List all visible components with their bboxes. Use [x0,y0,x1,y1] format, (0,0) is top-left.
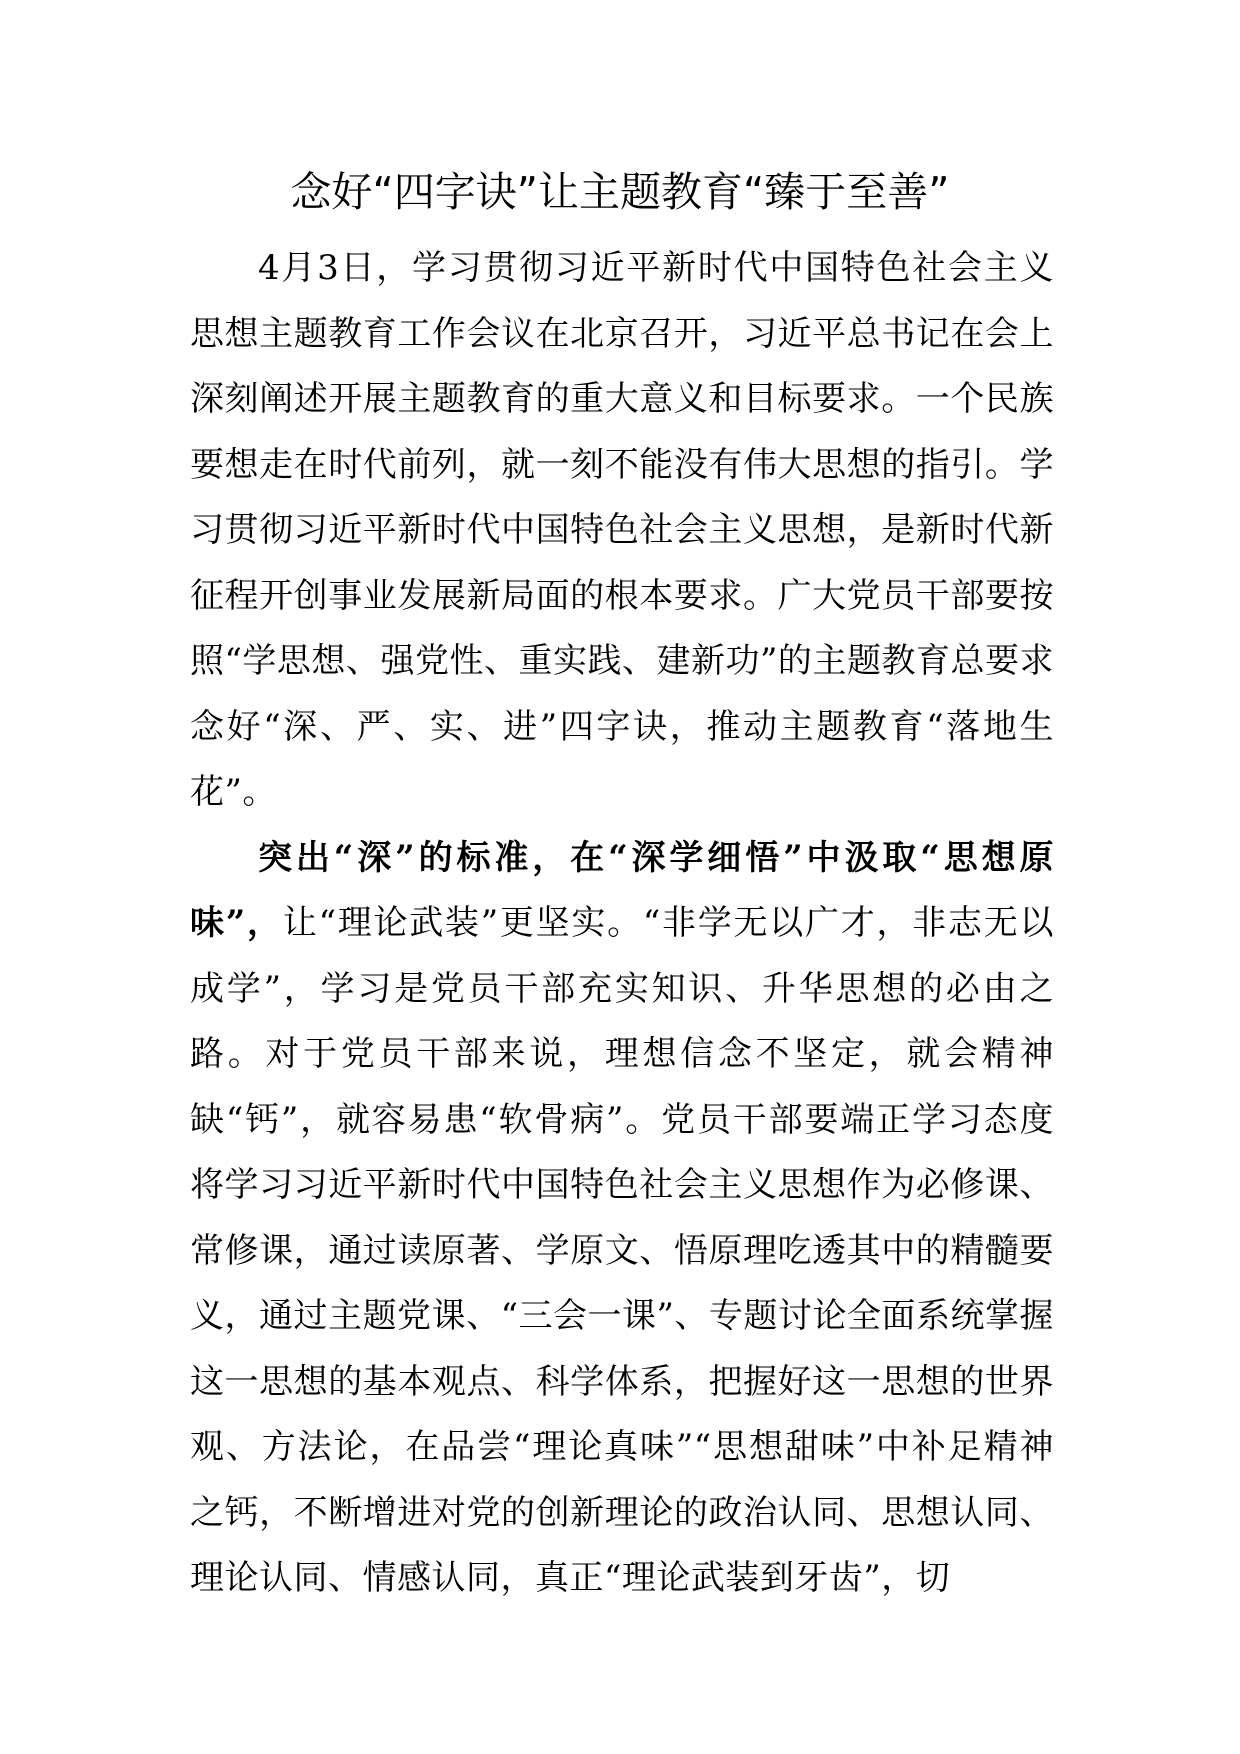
paragraph-text: 4月3日，学习贯彻习近平新时代中国特色社会主义思想主题教育工作会议在北京召开，习近平总书记在会上深刻阐述开展主题教育的重大意义和目标要求。一个民族要想走在时代前列，就一刻不能没有伟大思想的指引。学习贯彻习近平新时代中国特色社会主义思想，是新时代新征程开创事业发展新局面的根本要求。广大党员干部要按照“学思想、强党性、重实践、建新功”的主题教育总要求念好“深、严、实、进”四字诀，推动主题教育“落地生花”。 [190,248,1054,812]
paragraph-text: 让“理论武装”更坚实。“非学无以广才，非志无以成学”，学习是党员干部充实知识、升华思想的必由之路。对于党员干部来说，理想信念不坚定，就会精神缺“钙”，就容易患“软骨病”。党员干部要端正学习态度将学习习近平新时代中国特色社会主义思想作为必修课、常修课，通过读原著、学原文、悟原理吃透其中的精髓要义，通过主题党课、“三会一课”、专题讨论全面系统掌握这一思想的基本观点、科学体系，把握好这一思想的世界观、方法论，在品尝“理论真味”“思想甜味”中补足精神之钙，不断增进对党的创新理论的政治认同、思想认同、理论认同、情感认同，真正“理论武装到牙齿”，切 [190,903,1054,1598]
paragraph-intro [190,236,1054,826]
paragraph-lead: 突出“深”的标准，在“深学细悟”中汲取“思想原味”， [190,837,1054,943]
paragraph-deep [190,826,1054,1612]
document-title: 念好“四字诀”让主题教育“臻于至善” [290,168,950,216]
document-body [190,236,1054,1612]
